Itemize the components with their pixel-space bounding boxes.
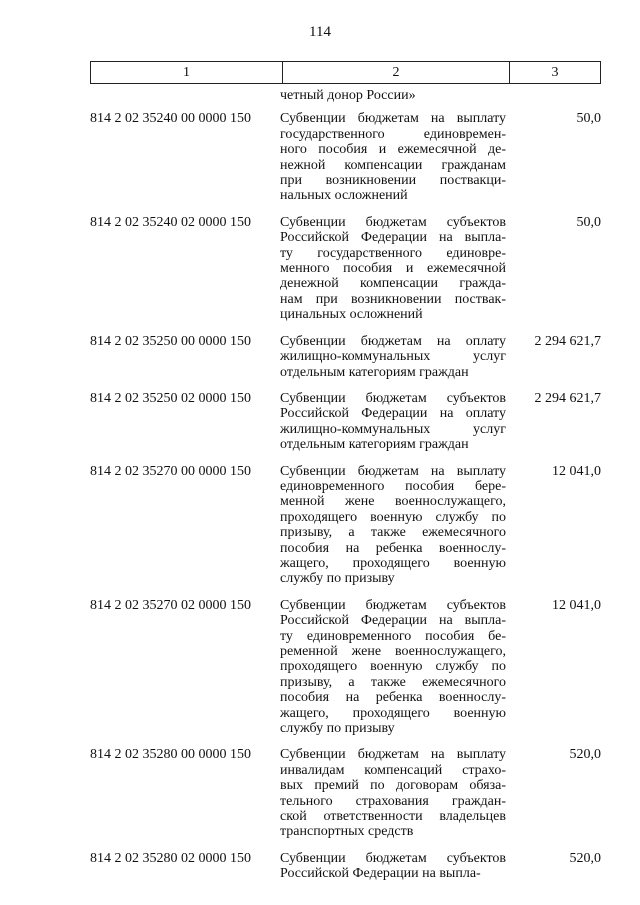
budget-code: 814 2 02 35240 02 0000 150: [90, 214, 251, 230]
description-line: транспортных средств: [280, 824, 414, 840]
budget-code: 814 2 02 35250 02 0000 150: [90, 390, 251, 406]
description-line: Субвенции бюджетам на выплату: [280, 463, 506, 479]
revenue-description: [280, 391, 506, 453]
description-line: ременной жене военнослужащего,: [280, 644, 506, 659]
table-row: [90, 334, 601, 380]
page-number: 114: [309, 24, 331, 40]
description-line: службу по призыву: [280, 721, 395, 737]
table-row: [90, 598, 601, 737]
revenue-description: [280, 851, 506, 882]
description-line: жилищно-коммунальных услуг: [280, 349, 506, 365]
description-line: вых премий по договорам обяза-: [280, 778, 506, 794]
description-line: Субвенции бюджетам субъектов: [280, 597, 506, 613]
description-line: жащего, проходящего военную: [280, 705, 506, 721]
revenue-description: [280, 334, 506, 380]
budget-code: 814 2 02 35270 02 0000 150: [90, 597, 251, 613]
revenue-description: [280, 598, 506, 737]
description-line: Субвенции бюджетам субъектов: [280, 850, 506, 866]
description-line: единовременного пособия бере-: [280, 478, 506, 494]
budget-code: 814 2 02 35280 00 0000 150: [90, 747, 251, 763]
amount: 520,0: [569, 747, 601, 763]
revenue-description: [280, 111, 506, 203]
description-line: пособия на ребенка военнослу-: [280, 540, 506, 556]
description-line: при возникновении поствакци-: [280, 173, 506, 189]
description-line: нежной компенсации гражданам: [280, 157, 506, 173]
description-line: ту государственного единовре-: [280, 245, 506, 261]
table-row: [90, 391, 601, 453]
description-line: пособия на ребенка военнослу-: [280, 690, 506, 706]
description-line: Субвенции бюджетам на выплату: [280, 111, 506, 127]
description-line: нальных осложнений: [280, 188, 408, 204]
continuation-text: четный донор России»: [280, 88, 416, 103]
description-line: Субвенции бюджетам на оплату: [280, 333, 506, 349]
amount: 2 294 621,7: [534, 333, 601, 349]
description-line: отдельным категориям граждан: [280, 437, 469, 453]
budget-code: 814 2 02 35250 00 0000 150: [90, 333, 251, 349]
table-row: [90, 747, 601, 839]
revenue-description: [280, 215, 506, 323]
column-header-2: 2: [283, 62, 510, 84]
amount: 520,0: [569, 850, 601, 866]
amount: 2 294 621,7: [534, 390, 601, 406]
description-line: денежной компенсации гражда-: [280, 276, 506, 292]
description-line: ской ответственности владельцев: [280, 809, 506, 825]
description-line: призыву, а также ежемесячного: [280, 674, 506, 690]
description-line: Субвенции бюджетам на выплату: [280, 747, 506, 763]
amount: 12 041,0: [552, 463, 601, 479]
description-line: менного пособия и ежемесячной: [280, 261, 506, 277]
description-line: инвалидам компенсаций страхо-: [280, 762, 506, 778]
amount: 12 041,0: [552, 597, 601, 613]
amount: 50,0: [576, 214, 601, 230]
description-line: службу по призыву: [280, 571, 395, 587]
description-line: Российской Федерации на оплату: [280, 406, 506, 422]
amount: 50,0: [576, 111, 601, 127]
description-line: Российской Федерации на выпла-: [280, 613, 506, 629]
table-row: [90, 215, 601, 323]
budget-code: 814 2 02 35240 00 0000 150: [90, 111, 251, 127]
description-line: менной жене военнослужащего,: [280, 494, 506, 510]
description-line: ного пособия и ежемесячной де-: [280, 142, 506, 158]
description-line: Российской Федерации на выпла-: [280, 866, 481, 882]
revenue-description: [280, 464, 506, 587]
budget-code: 814 2 02 35270 00 0000 150: [90, 463, 251, 479]
description-line: отдельным категориям граждан: [280, 364, 469, 380]
budget-code: 814 2 02 35280 02 0000 150: [90, 850, 251, 866]
table-row: [90, 851, 601, 882]
description-line: призыву, а также ежемесячного: [280, 525, 506, 541]
description-line: Субвенции бюджетам субъектов: [280, 214, 506, 230]
description-line: жащего, проходящего военную: [280, 555, 506, 571]
column-header-3: 3: [510, 62, 601, 84]
description-line: тельного страхования граждан-: [280, 793, 506, 809]
description-line: цинальных осложнений: [280, 307, 423, 323]
column-header-table: [90, 61, 601, 84]
description-line: Российской Федерации на выпла-: [280, 230, 506, 246]
table-row: [90, 464, 601, 587]
description-line: ту единовременного пособия бе-: [280, 628, 506, 644]
description-line: Субвенции бюджетам субъектов: [280, 390, 506, 406]
description-line: проходящего военную службу по: [280, 509, 506, 525]
revenue-description: [280, 747, 506, 839]
description-line: проходящего военную службу по: [280, 659, 506, 675]
description-line: жилищно-коммунальных услуг: [280, 421, 506, 437]
table-body: [90, 88, 601, 893]
description-line: нам при возникновении поствак-: [280, 291, 506, 307]
column-header-1: 1: [91, 62, 283, 84]
description-line: государственного единовремен-: [280, 126, 506, 142]
table-row: [90, 111, 601, 203]
